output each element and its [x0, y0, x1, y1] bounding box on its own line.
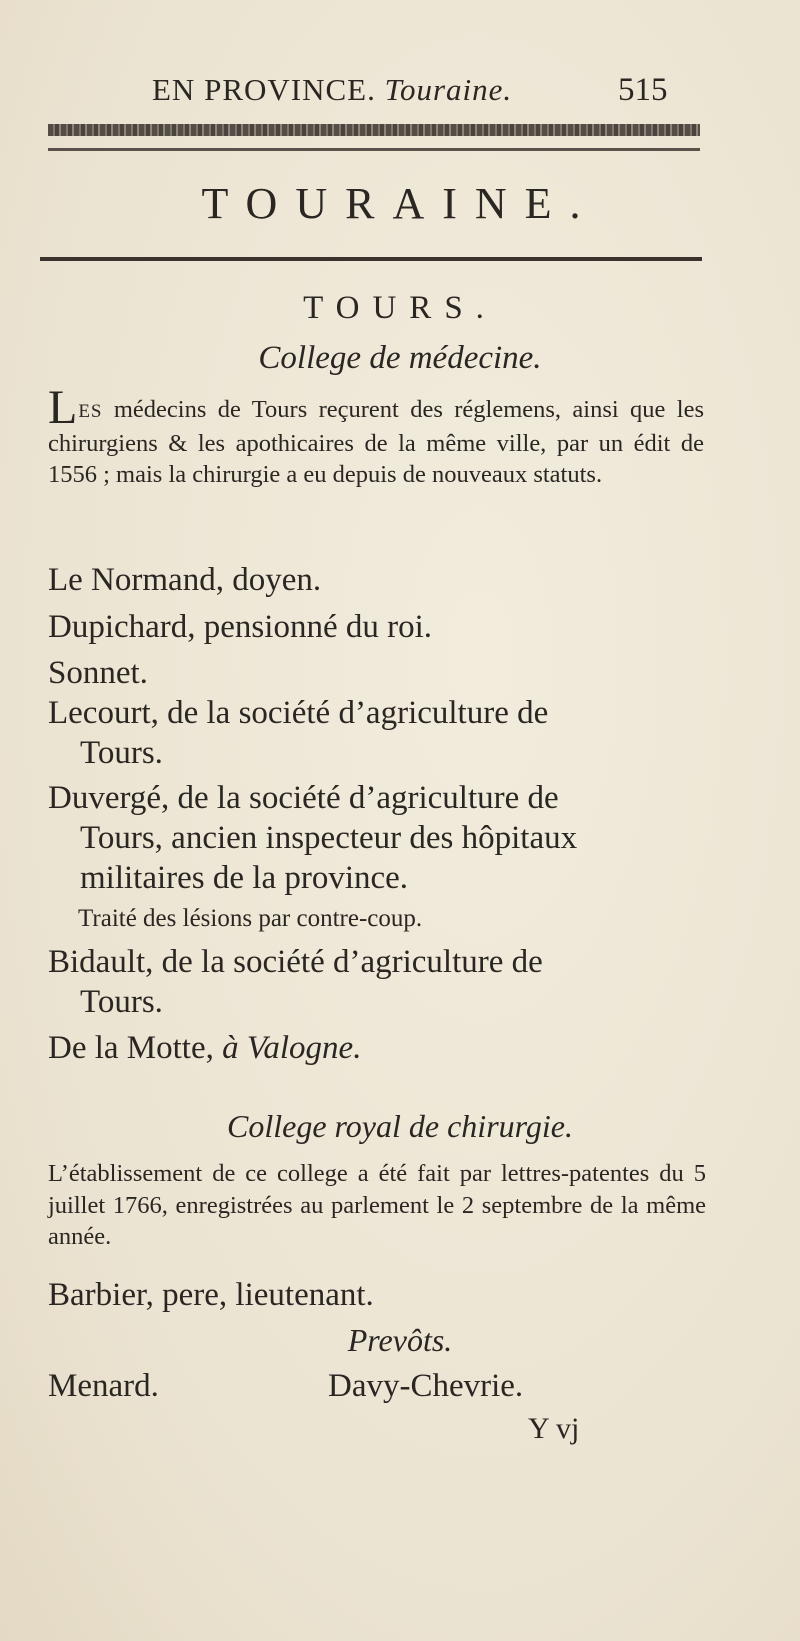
prevots-title: Prevôts. — [347, 1322, 453, 1358]
member-continuation: Tours, ancien inspecteur des hôpitaux militaires de la province. — [80, 820, 578, 896]
ornamental-rule — [48, 124, 700, 136]
surgery-paragraph: L’établissement de ce college a été fait par lettres-patentes du 5 juillet 1766, enregistrées au parlement le 2 septembre de la même année. — [48, 1160, 706, 1250]
heading-rule — [40, 257, 702, 261]
intro-paragraph — [48, 381, 704, 491]
member-name: Duvergé, de la société d’agriculture de — [48, 780, 559, 816]
lieutenant-entry: Barbier, pere, lieutenant. — [48, 1277, 374, 1313]
rule-line — [48, 148, 700, 151]
member-name: Bidault, de la société d’agriculture de — [48, 944, 543, 980]
member-entry — [48, 560, 708, 600]
running-head — [152, 72, 512, 108]
publication-note: Traité des lésions par contre-coup. — [78, 905, 423, 932]
intro-text: médecins de Tours reçurent des réglemens, ainsi que les chirurgiens & les apothicaires de la même ville, par un édit de 1556 ; mais la chirurgie a eu depuis de nouveaux statuts. — [48, 396, 704, 488]
running-head-region: Touraine. — [384, 72, 513, 107]
college-surgery-title: College royal de chirurgie. — [227, 1108, 573, 1144]
member-entry — [48, 693, 708, 773]
running-head-section: EN PROVINCE. — [152, 72, 376, 107]
member-entry — [48, 653, 708, 693]
member-name: Le Normand, doyen. — [48, 562, 322, 598]
member-entry — [48, 607, 708, 647]
member-continuation: Tours. — [80, 984, 163, 1020]
member-continuation: Tours. — [80, 735, 163, 771]
page-heading: TOURAINE. — [201, 179, 599, 228]
member-name: Sonnet. — [48, 655, 148, 691]
signature-mark: Y vj — [528, 1412, 580, 1445]
member-entry — [48, 1028, 708, 1068]
member-entry — [48, 942, 708, 1022]
college-medicine-title: College de médecine. — [258, 340, 542, 376]
city-heading: TOURS. — [303, 290, 497, 326]
drop-cap: L — [48, 381, 78, 434]
prevot-entry: Menard. — [48, 1368, 159, 1404]
member-place: à Valogne. — [222, 1030, 362, 1066]
member-entry — [48, 778, 708, 898]
intro-smallcaps: ES — [78, 401, 103, 422]
page-number: 515 — [618, 72, 668, 108]
member-name: Lecourt, de la société d’agriculture de — [48, 695, 549, 731]
prevot-entry: Davy-Chevrie. — [328, 1368, 524, 1404]
member-name: De la Motte, — [48, 1030, 223, 1066]
member-name: Dupichard, pensionné du roi. — [48, 609, 432, 645]
